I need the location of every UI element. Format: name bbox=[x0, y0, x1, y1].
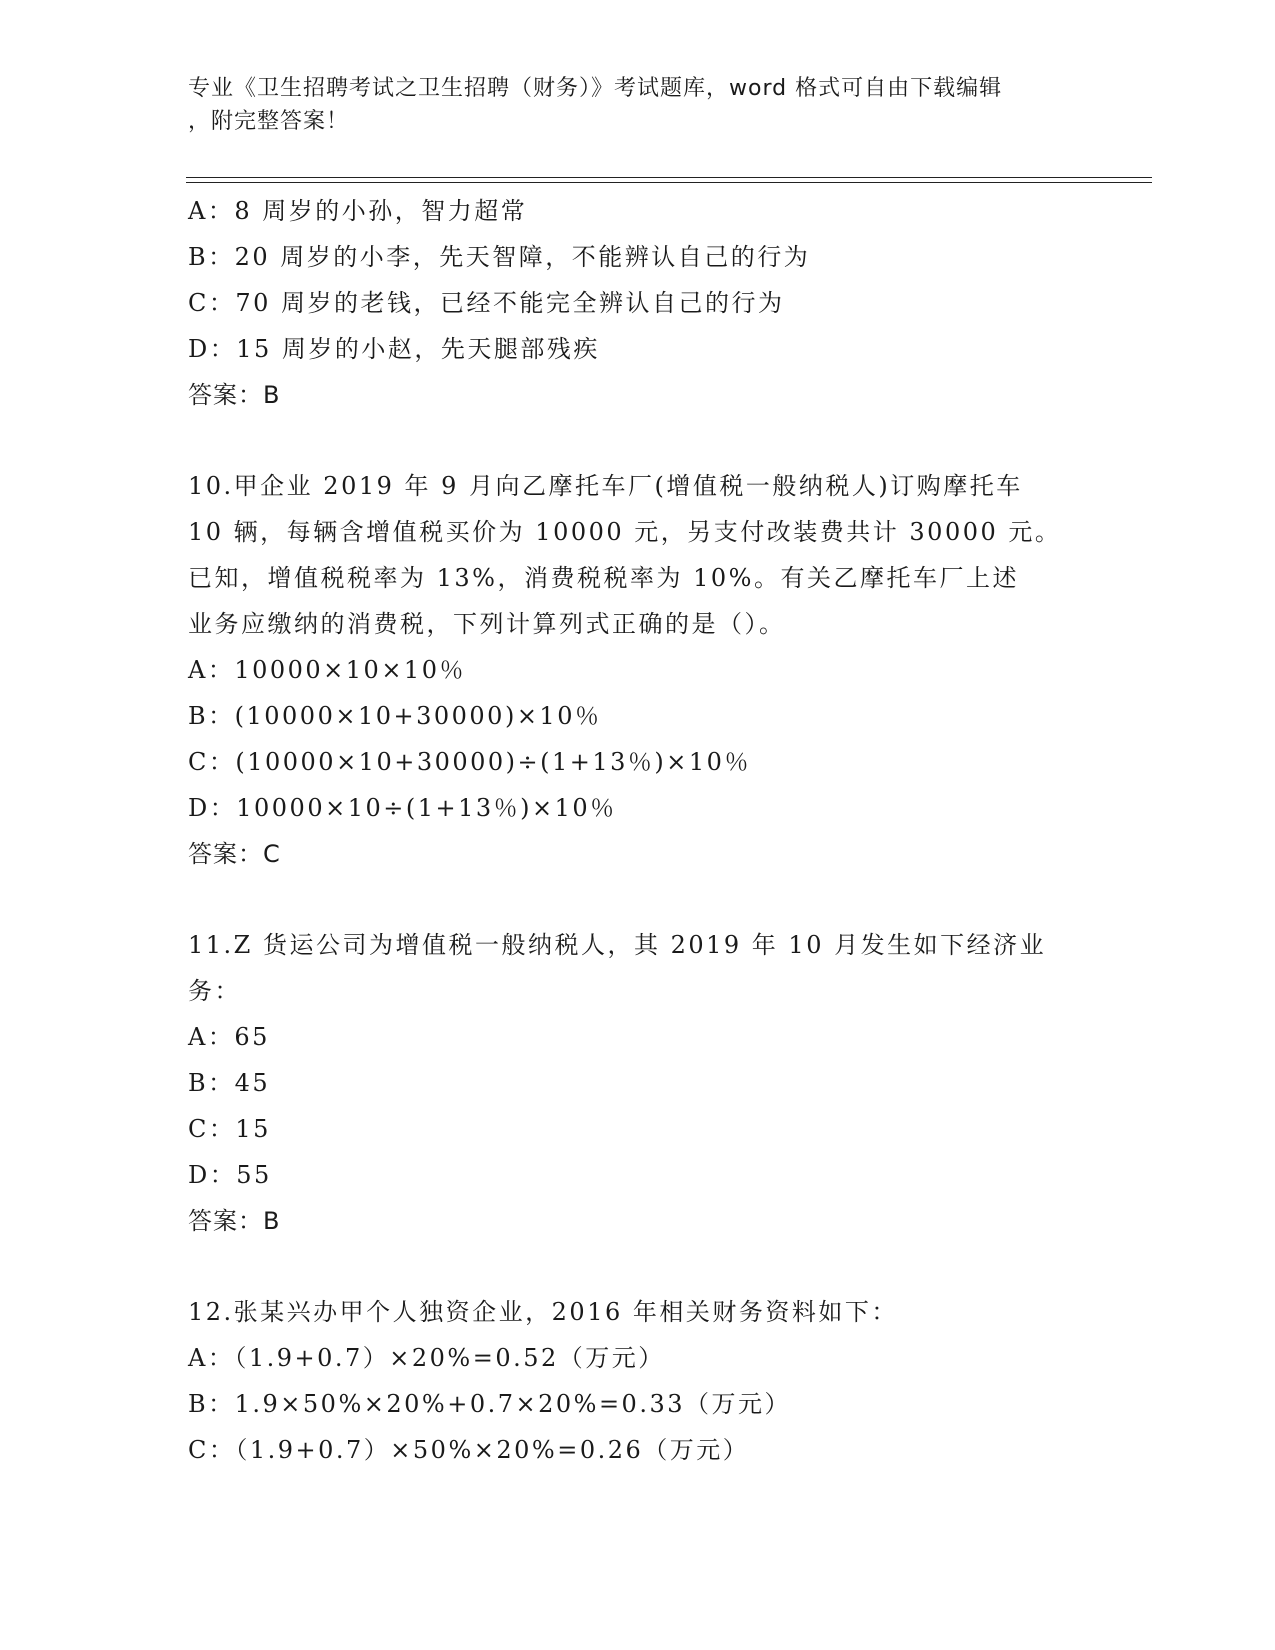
q9-option-d: D：15 周岁的小赵，先天腿部残疾 bbox=[188, 335, 600, 363]
q11-stem-line-1: 11.Z 货运公司为增值税一般纳税人，其 2019 年 10 月发生如下经济业 bbox=[188, 931, 1047, 959]
q10-stem-line-4: 业务应缴纳的消费税，下列计算列式正确的是（）。 bbox=[188, 610, 786, 638]
q12-option-a: A：（1.9+0.7）×20%=0.52（万元） bbox=[188, 1344, 665, 1372]
q11-stem-line-2: 务： bbox=[188, 977, 241, 1005]
q10-option-b: B：(10000×10+30000)×10％ bbox=[188, 702, 602, 730]
question-12 bbox=[188, 1289, 1088, 1473]
q12-option-c: C：（1.9+0.7）×50%×20%=0.26（万元） bbox=[188, 1436, 750, 1464]
spacer bbox=[188, 1244, 1088, 1289]
q11-option-b: B：45 bbox=[188, 1069, 271, 1097]
q9-option-c: C：70 周岁的老钱，已经不能完全辨认自己的行为 bbox=[188, 289, 785, 317]
q10-answer: 答案：C bbox=[188, 840, 281, 868]
q11-option-d: D：55 bbox=[188, 1161, 272, 1189]
q10-option-c: C：(10000×10+30000)÷(1+13％)×10％ bbox=[188, 748, 751, 776]
document-header bbox=[188, 72, 1088, 138]
q10-option-d: D：10000×10÷(1+13％)×10％ bbox=[188, 794, 617, 822]
header-line-2: ，附完整答案！ bbox=[188, 109, 350, 134]
header-line-1: 专业《卫生招聘考试之卫生招聘（财务）》考试题库，word 格式可自由下载编辑 bbox=[188, 76, 1003, 101]
q11-answer: 答案：B bbox=[188, 1207, 281, 1235]
q12-option-b: B：1.9×50%×20%+0.7×20%=0.33（万元） bbox=[188, 1390, 791, 1418]
q11-option-a: A：65 bbox=[188, 1023, 270, 1051]
q9-option-b: B：20 周岁的小李，先天智障，不能辨认自己的行为 bbox=[188, 243, 811, 271]
q10-stem-line-2: 10 辆，每辆含增值税买价为 10000 元，另支付改装费共计 30000 元。 bbox=[188, 518, 1062, 546]
q11-option-c: C：15 bbox=[188, 1115, 271, 1143]
spacer bbox=[188, 877, 1088, 922]
spacer bbox=[188, 418, 1088, 463]
header-divider-bottom bbox=[186, 182, 1152, 183]
q9-option-a: A：8 周岁的小孙，智力超常 bbox=[188, 197, 528, 225]
question-content bbox=[188, 188, 1088, 1473]
q12-stem-line-1: 12.张某兴办甲个人独资企业，2016 年相关财务资料如下： bbox=[188, 1298, 898, 1326]
q10-stem-line-1: 10.甲企业 2019 年 9 月向乙摩托车厂(增值税一般纳税人)订购摩托车 bbox=[188, 472, 1023, 500]
q9-answer: 答案：B bbox=[188, 381, 281, 409]
q10-option-a: A：10000×10×10％ bbox=[188, 656, 466, 684]
q10-stem-line-3: 已知，增值税税率为 13%，消费税税率为 10%。有关乙摩托车厂上述 bbox=[188, 564, 1019, 592]
question-9 bbox=[188, 188, 1088, 418]
question-11 bbox=[188, 922, 1088, 1244]
question-10 bbox=[188, 463, 1088, 877]
header-divider-top bbox=[186, 177, 1152, 178]
